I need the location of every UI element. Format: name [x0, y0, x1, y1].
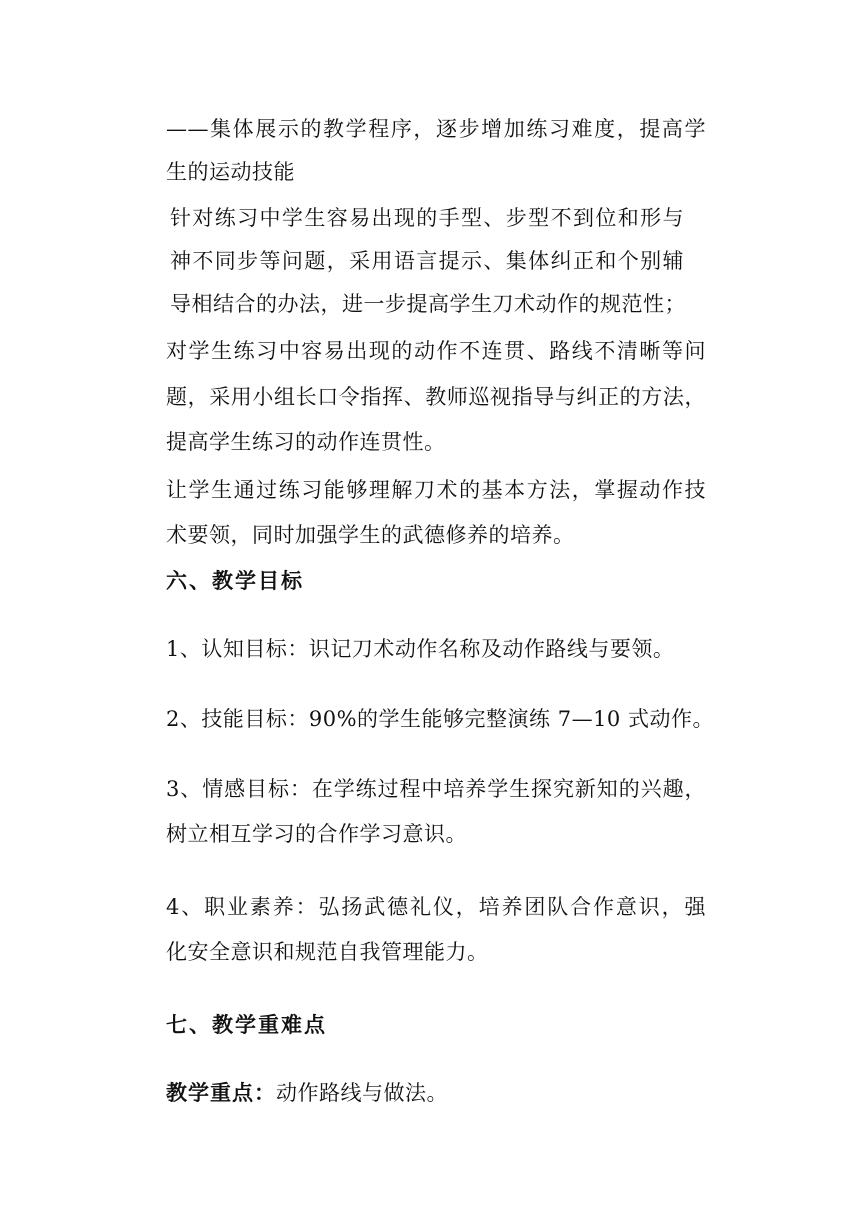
paragraph-line: 生的运动技能	[166, 160, 295, 184]
key-point-label: 教学重点：	[166, 1081, 276, 1105]
paragraph-line: 题，采用小组长口令指挥、教师巡视指导与纠正的方法，	[166, 385, 706, 409]
key-point-text: 动作路线与做法。	[276, 1081, 448, 1105]
goal-cognitive: 1、认知目标：识记刀术动作名称及动作路线与要领。	[166, 637, 675, 661]
section-heading-goals: 六、教学目标	[166, 569, 304, 593]
goal-professional-line2: 化安全意识和规范自我管理能力。	[166, 940, 489, 964]
paragraph-line: 对学生练习中容易出现的动作不连贯、路线不清晰等问	[166, 339, 706, 363]
paragraph-line: 提高学生练习的动作连贯性。	[166, 430, 446, 454]
paragraph-line: 术要领，同时加强学生的武德修养的培养。	[166, 523, 575, 547]
goal-professional-line1: 4、职业素养：弘扬武德礼仪，培养团队合作意识，强	[166, 895, 706, 919]
paragraph-line: 让学生通过练习能够理解刀术的基本方法，掌握动作技	[166, 478, 706, 502]
paragraph-line: 神不同步等问题，采用语言提示、集体纠正和个别辅	[170, 249, 684, 273]
goal-affective-line2: 树立相互学习的合作学习意识。	[166, 822, 467, 846]
paragraph-line: 针对练习中学生容易出现的手型、步型不到位和形与	[170, 206, 684, 230]
section-heading-key-points: 七、教学重难点	[166, 1013, 327, 1037]
paragraph-line: 导相结合的办法，进一步提高学生刀术动作的规范性；	[170, 292, 686, 316]
paragraph-line: ——集体展示的教学程序，逐步增加练习难度，提高学	[166, 117, 706, 141]
key-point-line	[166, 1078, 706, 1108]
goal-affective-line1: 3、情感目标：在学练过程中培养学生探究新知的兴趣，	[166, 777, 706, 801]
goal-skill: 2、技能目标：90%的学生能够完整演练 7—10 式动作。	[166, 707, 714, 731]
